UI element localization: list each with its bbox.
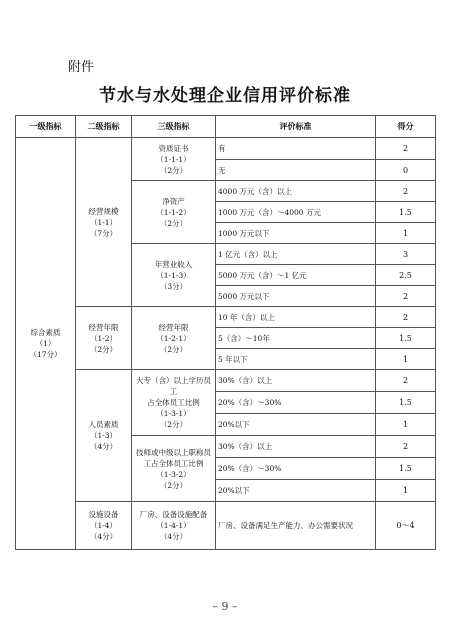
level3-assets-cell: 净资产 （1-1-2） （2分） bbox=[132, 181, 216, 244]
table-row bbox=[16, 502, 436, 550]
criterion-cell: 20%以下 bbox=[216, 480, 376, 502]
level2-years-cell: 经营年限 （1-2） （2分） bbox=[76, 307, 132, 370]
header-criterion: 评价标准 bbox=[216, 116, 376, 138]
level1-cell: 综合素质 （1） （17分） bbox=[16, 138, 76, 550]
header-level1: 一级指标 bbox=[16, 116, 76, 138]
page-title: 节水与水处理企业信用评价标准 bbox=[99, 86, 351, 106]
level3-technician-cell: 技师或中级以上职称员 工占全体员工比例 （1-3-2） （2分） bbox=[132, 436, 216, 502]
score-cell: 1 bbox=[376, 480, 436, 502]
criterion-cell: 5 年以下 bbox=[216, 349, 376, 370]
score-cell: 1.5 bbox=[376, 328, 436, 349]
criterion-cell: 10 年（含）以上 bbox=[216, 307, 376, 328]
score-cell: 0～4 bbox=[376, 502, 436, 550]
level3-revenue-cell: 年营业收入 （1-1-3） （3分） bbox=[132, 244, 216, 307]
header-level2: 二级指标 bbox=[76, 116, 132, 138]
page-number: – 9 – bbox=[212, 600, 238, 613]
criterion-cell: 5（含）～10年 bbox=[216, 328, 376, 349]
criterion-cell: 20%以下 bbox=[216, 414, 376, 436]
criterion-cell: 5000 万元以下 bbox=[216, 286, 376, 307]
criterion-cell: 5000 万元（含）～1 亿元 bbox=[216, 265, 376, 286]
level2-facility-cell: 设施设备 （1-4） （4分） bbox=[76, 502, 132, 550]
score-cell: 1 bbox=[376, 414, 436, 436]
score-cell: 1 bbox=[376, 349, 436, 370]
table-header-row bbox=[16, 116, 436, 138]
criterion-cell: 20%（含）～30% bbox=[216, 392, 376, 414]
level3-cert-cell: 资质证书 （1-1-1） （2分） bbox=[132, 138, 216, 181]
criterion-cell: 1 亿元（含）以上 bbox=[216, 244, 376, 265]
criterion-cell: 30%（含）以上 bbox=[216, 370, 376, 392]
credit-evaluation-table bbox=[15, 115, 436, 550]
score-cell: 2 bbox=[376, 181, 436, 202]
level2-scale-cell: 经营规模 （1-1） （7分） bbox=[76, 138, 132, 307]
table-row bbox=[16, 307, 436, 328]
score-cell: 2 bbox=[376, 436, 436, 458]
level3-facility-cell: 厂房、设备设施配备 （1-4-1） （4分） bbox=[132, 502, 216, 550]
criterion-cell: 20%（含）～30% bbox=[216, 458, 376, 480]
table-row bbox=[16, 370, 436, 392]
level3-college-cell: 大专（含）以上学历员工 占全体员工比例 （1-3-1） （2分） bbox=[132, 370, 216, 436]
score-cell: 0 bbox=[376, 160, 436, 181]
score-cell: 1 bbox=[376, 223, 436, 244]
score-cell: 1.5 bbox=[376, 458, 436, 480]
score-cell: 2 bbox=[376, 307, 436, 328]
criterion-cell: 1000 万元（含）～4000 万元 bbox=[216, 202, 376, 223]
score-cell: 2 bbox=[376, 370, 436, 392]
header-score: 得分 bbox=[376, 116, 436, 138]
criterion-cell: 1000 万元以下 bbox=[216, 223, 376, 244]
table-row bbox=[16, 138, 436, 160]
score-cell: 3 bbox=[376, 244, 436, 265]
score-cell: 1.5 bbox=[376, 202, 436, 223]
criterion-cell: 30%（含）以上 bbox=[216, 436, 376, 458]
score-cell: 2.5 bbox=[376, 265, 436, 286]
header-level3: 三级指标 bbox=[132, 116, 216, 138]
criterion-cell: 有 bbox=[216, 138, 376, 160]
score-cell: 1.5 bbox=[376, 392, 436, 414]
attachment-label: 附件 bbox=[68, 60, 95, 75]
criterion-cell: 4000 万元（含）以上 bbox=[216, 181, 376, 202]
score-cell: 2 bbox=[376, 138, 436, 160]
score-cell: 2 bbox=[376, 286, 436, 307]
level3-years-cell: 经营年限 （1-2-1） （2分） bbox=[132, 307, 216, 370]
criterion-cell: 无 bbox=[216, 160, 376, 181]
criterion-cell: 厂房、设备满足生产能力、办公需要状况 bbox=[216, 502, 376, 550]
level2-staff-cell: 人员素质 （1-3） （4分） bbox=[76, 370, 132, 502]
